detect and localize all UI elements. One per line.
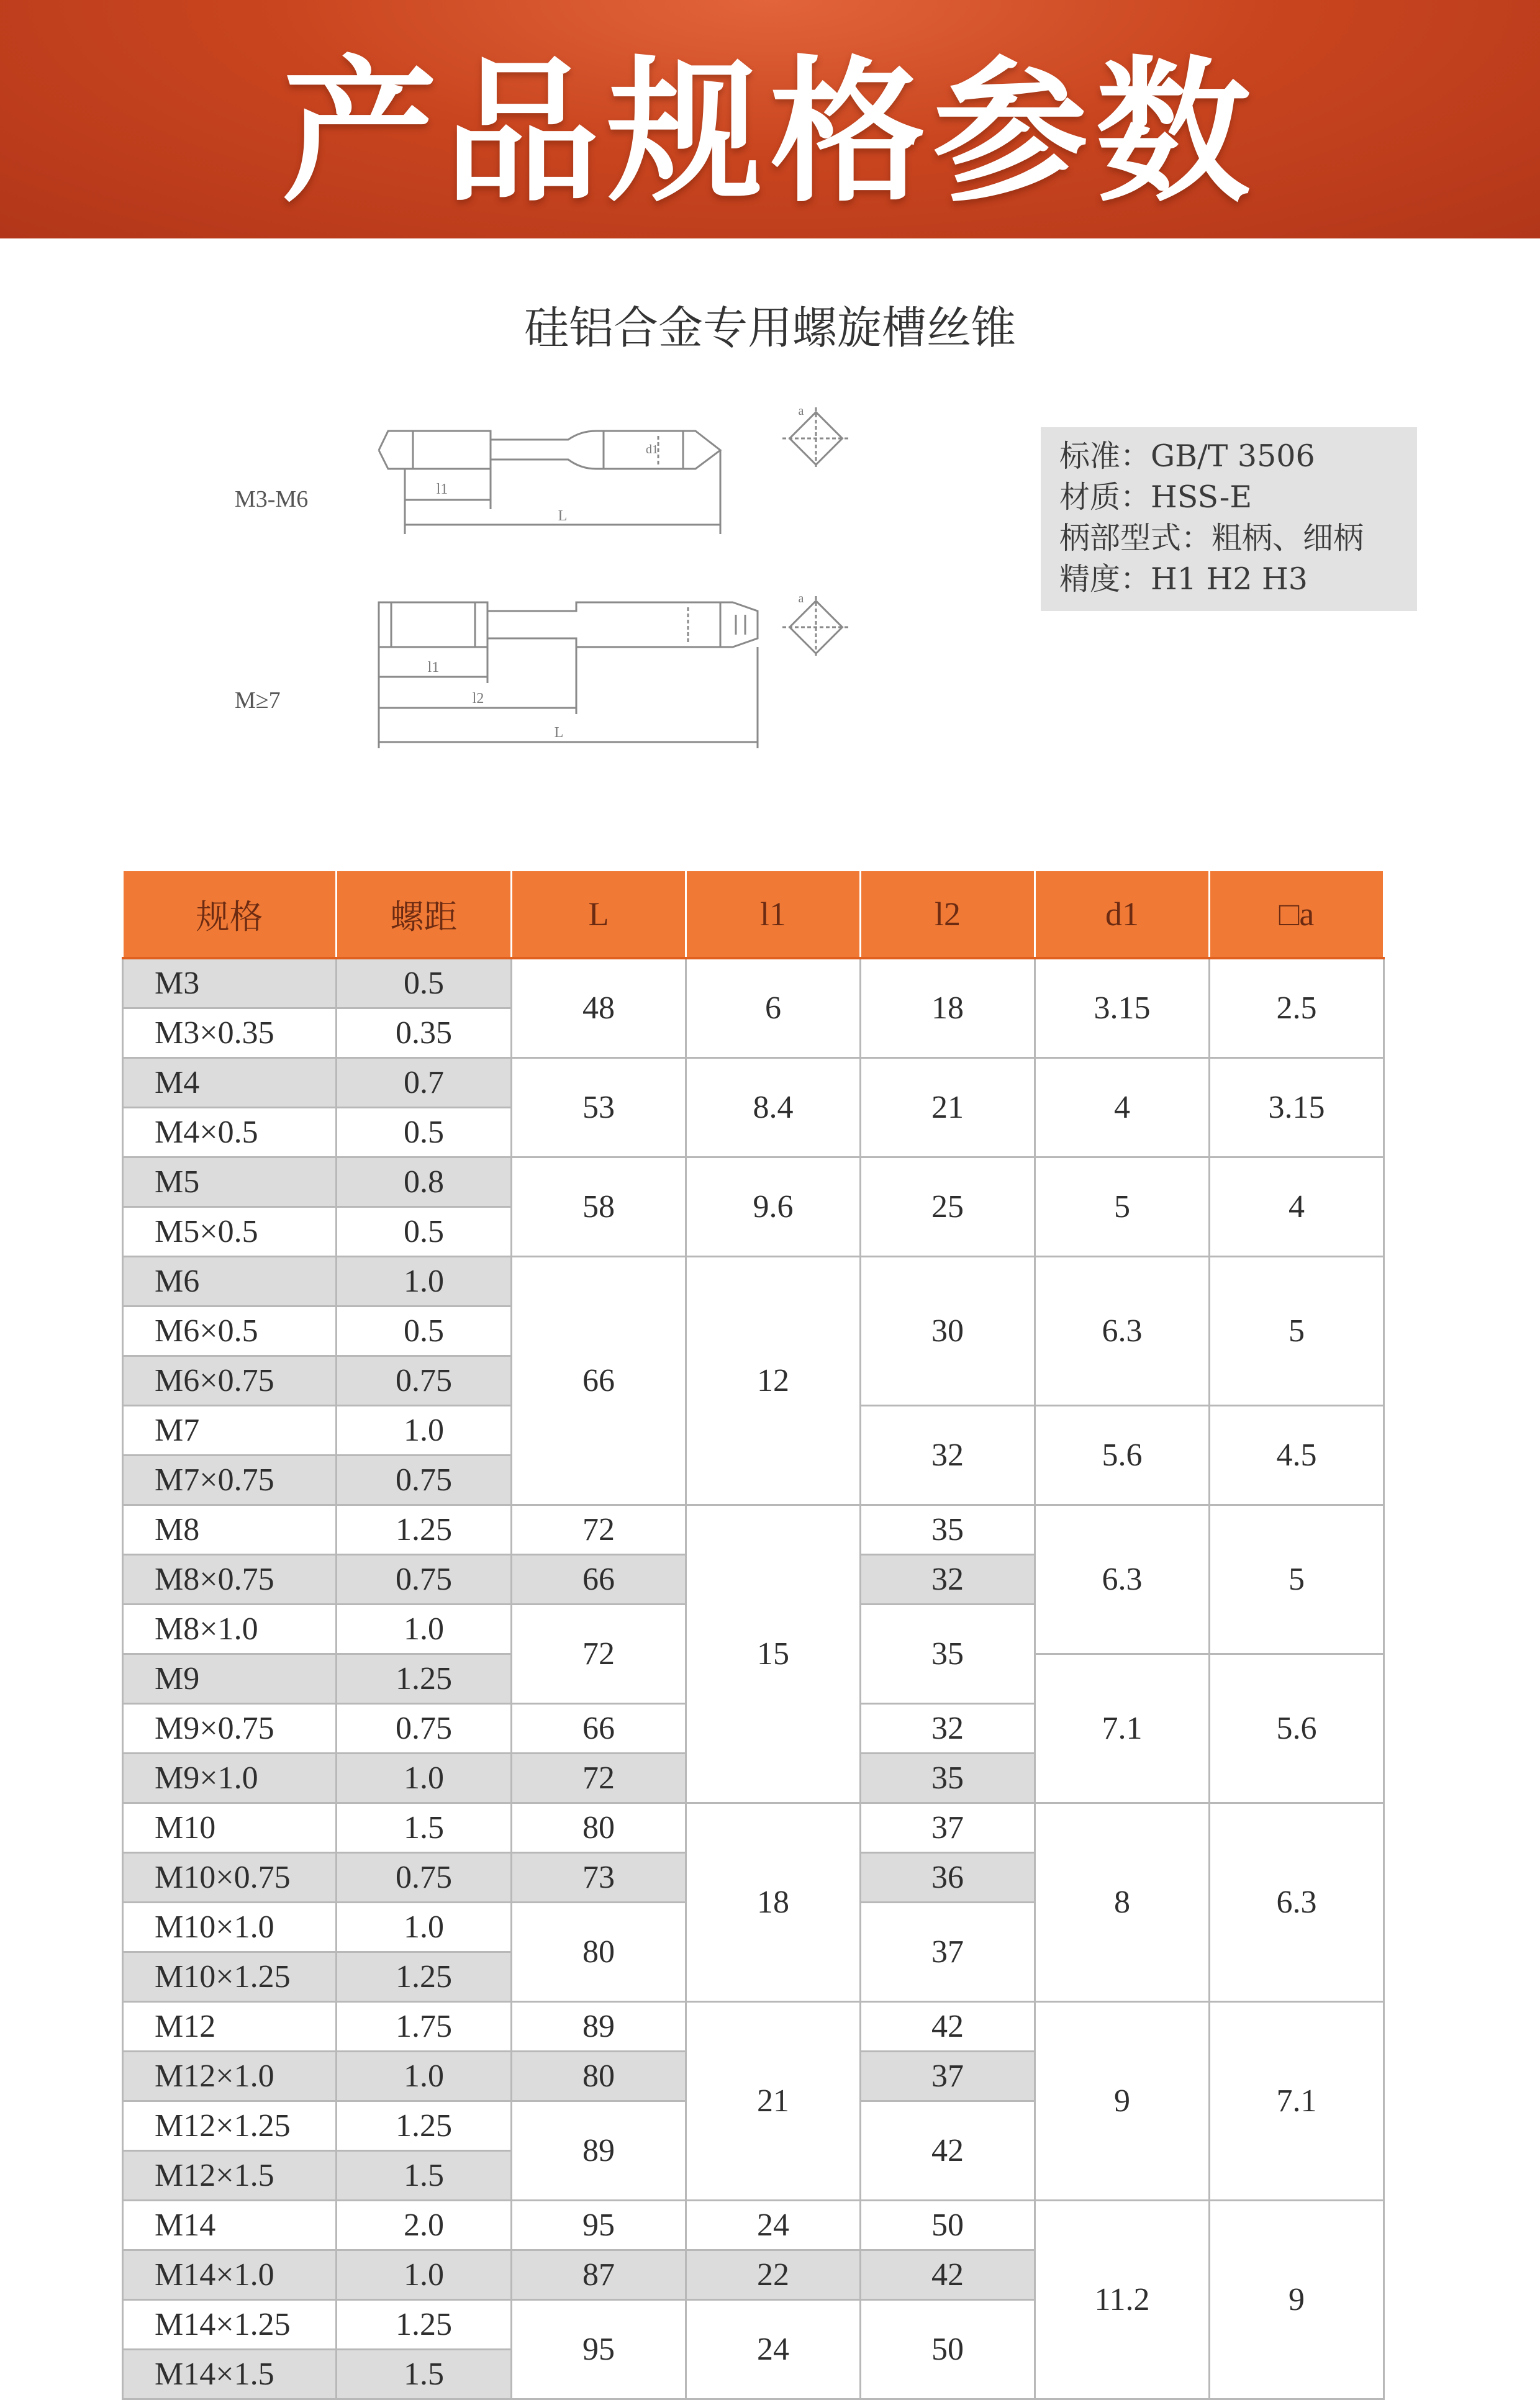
cell-L: 87: [512, 2250, 686, 2300]
header-l1: l1: [686, 871, 861, 959]
cell-a: 2.5: [1210, 958, 1384, 1058]
header-L: L: [512, 871, 686, 959]
cell-L: 66: [512, 1555, 686, 1605]
dim-label-L-large: L: [554, 725, 564, 741]
cell-size: M7: [123, 1406, 337, 1456]
cell-a: 5: [1210, 1505, 1384, 1654]
cell-l1: 12: [686, 1257, 861, 1505]
table-row: [123, 1157, 1384, 1207]
cell-l2: 36: [861, 1853, 1035, 1903]
cell-size: M8: [123, 1505, 337, 1555]
cell-pitch: 0.5: [337, 1108, 512, 1157]
cell-L: 58: [512, 1157, 686, 1257]
cell-l2: 37: [861, 1903, 1035, 2002]
cell-pitch: 1.5: [337, 2350, 512, 2399]
cell-l2: 32: [861, 1406, 1035, 1505]
cell-pitch: 1.25: [337, 2300, 512, 2350]
dim-label-l1-large: l1: [427, 659, 440, 676]
spec-shank: 柄部型式：粗柄、细柄: [1059, 520, 1364, 556]
cell-l1: 24: [686, 2300, 861, 2399]
cell-l2: 18: [861, 958, 1035, 1058]
cell-d1: 8: [1035, 1803, 1210, 2002]
cell-d1: 6.3: [1035, 1505, 1210, 1654]
header-size: 规格: [123, 871, 337, 959]
table-row: [123, 1803, 1384, 1853]
cell-l1: 15: [686, 1505, 861, 1803]
table-row: [123, 958, 1384, 1008]
cell-pitch: 1.25: [337, 1952, 512, 2002]
cell-a: 5: [1210, 1257, 1384, 1406]
cell-d1: 11.2: [1035, 2201, 1210, 2399]
cell-L: 80: [512, 1803, 686, 1853]
cell-pitch: 0.75: [337, 1456, 512, 1505]
cell-pitch: 1.25: [337, 2101, 512, 2151]
cell-d1: 6.3: [1035, 1257, 1210, 1406]
dim-label-l1-small: l1: [436, 481, 448, 497]
cell-L: 66: [512, 1704, 686, 1754]
cell-a: 6.3: [1210, 1803, 1384, 2002]
cell-size: M9×0.75: [123, 1704, 337, 1754]
header-d1: d1: [1035, 871, 1210, 959]
cell-size: M6×0.75: [123, 1356, 337, 1406]
cell-size: M14: [123, 2201, 337, 2250]
header-l2: l2: [861, 871, 1035, 959]
cell-a: 3.15: [1210, 1058, 1384, 1157]
cell-l2: 42: [861, 2250, 1035, 2300]
cell-size: M9: [123, 1654, 337, 1704]
header-a: □a: [1210, 871, 1384, 959]
cell-l2: 42: [861, 2101, 1035, 2201]
cell-l2: 21: [861, 1058, 1035, 1157]
cell-pitch: 0.75: [337, 1704, 512, 1754]
cell-size: M10×0.75: [123, 1853, 337, 1903]
cell-l2: 35: [861, 1605, 1035, 1704]
cell-L: 95: [512, 2201, 686, 2250]
cell-size: M12×1.5: [123, 2151, 337, 2201]
cell-pitch: 0.5: [337, 1306, 512, 1356]
tap-drawings: [224, 397, 882, 782]
tap-drawing-large: [379, 596, 851, 748]
cell-a: 4.5: [1210, 1406, 1384, 1505]
cell-L: 72: [512, 1505, 686, 1555]
cell-l2: 50: [861, 2300, 1035, 2399]
dim-label-L-small: L: [558, 508, 568, 524]
cell-L: 48: [512, 958, 686, 1058]
cell-pitch: 1.0: [337, 1903, 512, 1952]
cell-size: M4×0.5: [123, 1108, 337, 1157]
dim-label-a-large: a: [798, 592, 804, 605]
cell-size: M9×1.0: [123, 1754, 337, 1803]
spec-box: [1041, 427, 1417, 611]
cell-a: 4: [1210, 1157, 1384, 1257]
spec-material: 材质：HSS-E: [1059, 479, 1252, 515]
table-header-row: [123, 871, 1384, 959]
cell-L: 89: [512, 2101, 686, 2201]
cell-l2: 32: [861, 1555, 1035, 1605]
cell-pitch: 0.75: [337, 1555, 512, 1605]
cell-size: M10×1.0: [123, 1903, 337, 1952]
cell-L: 73: [512, 1853, 686, 1903]
cell-l1: 24: [686, 2201, 861, 2250]
cell-pitch: 1.25: [337, 1505, 512, 1555]
cell-size: M14×1.0: [123, 2250, 337, 2300]
cell-l2: 25: [861, 1157, 1035, 1257]
banner-title: 产品规格参数: [282, 42, 1258, 223]
cell-pitch: 1.0: [337, 2052, 512, 2101]
cell-L: 80: [512, 1903, 686, 2002]
cell-pitch: 1.0: [337, 2250, 512, 2300]
cell-l1: 9.6: [686, 1157, 861, 1257]
cell-size: M10: [123, 1803, 337, 1853]
cell-d1: 7.1: [1035, 1654, 1210, 1803]
cell-size: M10×1.25: [123, 1952, 337, 2002]
cell-size: M7×0.75: [123, 1456, 337, 1505]
cell-L: 95: [512, 2300, 686, 2399]
cell-size: M6×0.5: [123, 1306, 337, 1356]
cell-pitch: 0.7: [337, 1058, 512, 1108]
cell-pitch: 0.75: [337, 1356, 512, 1406]
cell-l1: 6: [686, 958, 861, 1058]
cell-d1: 5.6: [1035, 1406, 1210, 1505]
cell-L: 89: [512, 2002, 686, 2052]
cell-L: 72: [512, 1605, 686, 1704]
cell-a: 5.6: [1210, 1654, 1384, 1803]
cell-size: M3×0.35: [123, 1008, 337, 1058]
drawing-label-m3-m6: M3-M6: [235, 486, 309, 512]
cell-l1: 22: [686, 2250, 861, 2300]
cell-l2: 35: [861, 1754, 1035, 1803]
cell-size: M3: [123, 958, 337, 1008]
dim-label-d1-small: d1: [646, 443, 658, 456]
cell-size: M8×1.0: [123, 1605, 337, 1654]
dim-label-l2-large: l2: [472, 691, 484, 707]
cell-pitch: 1.5: [337, 2151, 512, 2201]
product-title: 硅铝合金专用螺旋槽丝锥: [523, 302, 1016, 354]
cell-L: 53: [512, 1058, 686, 1157]
tap-drawing-small: [379, 407, 851, 534]
cell-pitch: 1.0: [337, 1754, 512, 1803]
cell-pitch: 1.0: [337, 1257, 512, 1306]
cell-size: M12: [123, 2002, 337, 2052]
cell-pitch: 0.75: [337, 1853, 512, 1903]
cell-pitch: 2.0: [337, 2201, 512, 2250]
spec-table: [122, 869, 1385, 2400]
cell-L: 80: [512, 2052, 686, 2101]
cell-l2: 50: [861, 2201, 1035, 2250]
cell-a: 7.1: [1210, 2002, 1384, 2201]
cell-l2: 30: [861, 1257, 1035, 1406]
header-banner: [0, 0, 1540, 238]
cell-size: M6: [123, 1257, 337, 1306]
cell-size: M4: [123, 1058, 337, 1108]
cell-l2: 35: [861, 1505, 1035, 1555]
cell-pitch: 1.0: [337, 1406, 512, 1456]
cell-size: M12×1.0: [123, 2052, 337, 2101]
cell-l2: 32: [861, 1704, 1035, 1754]
cell-size: M5: [123, 1157, 337, 1207]
cell-pitch: 1.0: [337, 1605, 512, 1654]
cell-d1: 4: [1035, 1058, 1210, 1157]
cell-size: M14×1.5: [123, 2350, 337, 2399]
cell-L: 66: [512, 1257, 686, 1505]
cell-d1: 5: [1035, 1157, 1210, 1257]
cell-pitch: 0.8: [337, 1157, 512, 1207]
cell-size: M8×0.75: [123, 1555, 337, 1605]
spec-precision: 精度：H1 H2 H3: [1059, 561, 1308, 597]
table-row: [123, 2002, 1384, 2052]
table-row: [123, 1505, 1384, 1555]
cell-l1: 8.4: [686, 1058, 861, 1157]
cell-l2: 37: [861, 2052, 1035, 2101]
cell-size: M14×1.25: [123, 2300, 337, 2350]
cell-l2: 37: [861, 1803, 1035, 1853]
cell-L: 72: [512, 1754, 686, 1803]
table-row: [123, 1058, 1384, 1108]
cell-d1: 9: [1035, 2002, 1210, 2201]
cell-pitch: 0.5: [337, 958, 512, 1008]
cell-pitch: 0.35: [337, 1008, 512, 1058]
drawing-label-m7: M≥7: [235, 687, 281, 713]
header-pitch: 螺距: [337, 871, 512, 959]
table-row: [123, 2201, 1384, 2250]
cell-d1: 3.15: [1035, 958, 1210, 1058]
table-row: [123, 1257, 1384, 1306]
cell-pitch: 1.75: [337, 2002, 512, 2052]
cell-size: M12×1.25: [123, 2101, 337, 2151]
cell-l2: 42: [861, 2002, 1035, 2052]
spec-standard: 标准：GB/T 3506: [1059, 438, 1315, 474]
cell-l1: 21: [686, 2002, 861, 2201]
cell-size: M5×0.5: [123, 1207, 337, 1257]
cell-a: 9: [1210, 2201, 1384, 2399]
cell-pitch: 1.25: [337, 1654, 512, 1704]
cell-pitch: 1.5: [337, 1803, 512, 1853]
cell-l1: 18: [686, 1803, 861, 2002]
dim-label-a-small: a: [798, 404, 804, 418]
cell-pitch: 0.5: [337, 1207, 512, 1257]
